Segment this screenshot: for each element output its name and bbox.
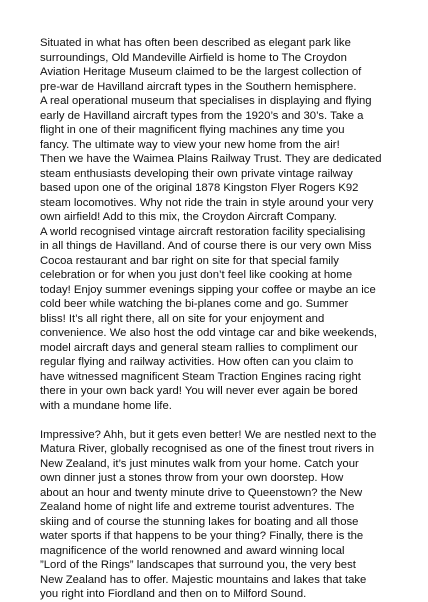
text-line: Aviation Heritage Museum claimed to be the largest collection of	[40, 66, 362, 78]
text-line: you right into Fiordland and then on to Milford Sound.	[40, 588, 307, 600]
text-line: about an hour and twenty minute drive to Queenstown? the New	[40, 486, 363, 499]
text-line: regular flying and railway activities. How often can you claim to	[40, 356, 354, 368]
text-line: there in your own back yard! You will never ever again be bored	[40, 385, 358, 397]
text-line: fancy. The ultimate way to view your new home from the air!	[40, 138, 340, 151]
text-line: with a mundane home life.	[40, 399, 172, 412]
text-line: Zealand home of night life and extreme tourist adventures. The	[40, 501, 355, 513]
text-line: pre-war de Havilland aircraft types in the Southern hemisphere.	[40, 80, 357, 93]
text-line: magnificence of the world renowned and award winning local	[40, 544, 345, 557]
document-text	[40, 36, 412, 602]
text-line: steam locomotives. Why not ride the train in style around your very	[40, 196, 374, 209]
text-line: today! Enjoy summer evenings sipping your coffee or maybe an ice	[40, 283, 376, 296]
text-line: steam enthusiasts developing their own private vintage railway	[40, 167, 353, 180]
text-line: celebration or for when you just don’t feel like cooking at home	[40, 269, 353, 281]
text-line: flight in one of their magnificent flying machines any time you	[40, 124, 345, 136]
text-line: own dinner just a stones throw from your own doorstep. How	[40, 472, 344, 484]
text-line: Then we have the Waimea Plains Railway Trust. They are dedicated	[40, 153, 382, 165]
text-line: Matura River, globally recognised as one of the finest trout rivers in	[40, 443, 375, 455]
text-line: Impressive? Ahh, but it gets even better! We are nestled next to the	[40, 428, 377, 441]
paragraph-spacer	[40, 413, 412, 428]
text-line: surroundings, Old Mandeville Airfield is home to The Croydon	[40, 51, 347, 64]
text-line: based upon one of the original 1878 Kingston Flyer Rogers K92	[40, 182, 359, 194]
text-line: bliss! It’s all right there, all on site for your enjoyment and	[40, 312, 325, 325]
paragraph-2	[40, 428, 412, 602]
text-line: have witnessed magnificent Steam Traction Engines racing right	[40, 370, 361, 383]
paragraph-1	[40, 36, 412, 413]
text-line: Cocoa restaurant and bar right on site for that special family	[40, 254, 339, 267]
text-line: water sports if that happens to be your thing? Finally, there is the	[40, 530, 364, 542]
text-line: cold beer while watching the bi-planes come and go. Summer	[40, 298, 349, 310]
text-line: New Zealand, it’s just minutes walk from your home. Catch your	[40, 457, 359, 470]
text-line: Situated in what has often been described as elegant park like	[40, 37, 351, 49]
text-line: ”Lord of the Rings” landscapes that surround you, the very best	[40, 559, 356, 571]
text-line: New Zealand has to offer. Majestic mountains and lakes that take	[40, 573, 367, 586]
text-line: model aircraft days and general steam rallies to compliment our	[40, 341, 358, 354]
text-line: A world recognised vintage aircraft restoration facility specialising	[40, 225, 366, 238]
text-line: in all things de Havilland. And of course there is our very own Miss	[40, 240, 372, 252]
text-line: skiing and of course the stunning lakes for boating and all those	[40, 515, 359, 528]
text-line: own airfield! Add to this mix, the Croydon Aircraft Company.	[40, 211, 337, 223]
text-line: early de Havilland aircraft types from the 1920’s and 30’s. Take a	[40, 109, 364, 122]
text-line: convenience. We also host the odd vintage car and bike weekends,	[40, 327, 378, 339]
text-line: A real operational museum that specialises in displaying and flying	[40, 95, 372, 107]
